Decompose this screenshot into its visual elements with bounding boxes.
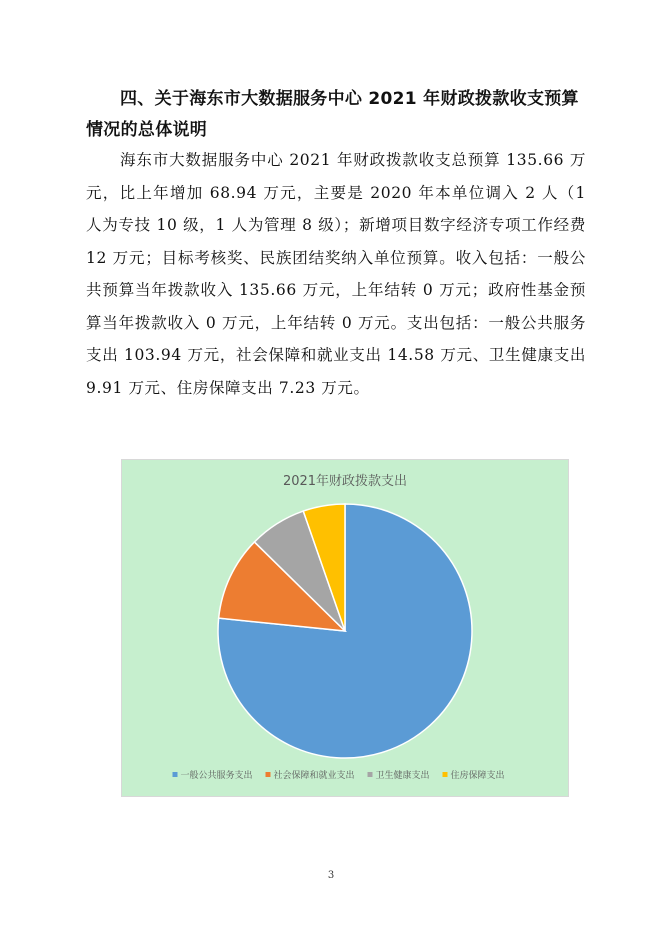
legend-swatch-3 bbox=[368, 772, 373, 777]
legend-label-4: 住房保障支出 bbox=[450, 771, 505, 781]
legend-swatch-4 bbox=[443, 772, 448, 777]
legend-label-2: 社会保障和就业支出 bbox=[273, 771, 355, 781]
pie-chart-svg bbox=[122, 460, 568, 796]
chart-title: 2021年财政拨款支出 bbox=[282, 474, 408, 489]
section-paragraph: 海东市大数据服务中心 2021 年财政拨款收支总预算 135.66 万元，比上年增加 68.94 万元，主要是 2020 年本单位调入 2 人（1 人为专技 10 级，1 人为管理 8 级）；新增项目数字经济专项工作经费 12 万元；目标考核奖、民族团结奖纳入单位预算。收入包括：一般公共预算当年拨款收入 135.66 万元，上年结转 0 万元；政府性基金预算当年拨款收入 0 万元，上年结转 0 万元。支出包括：一般公共服务支出 103.94 万元，社会保障和就业支出 14.58 万元、卫生健康支出 9.91 万元、住房保障支出 7.23 万元。 bbox=[86, 151, 586, 397]
legend-label-1: 一般公共服务支出 bbox=[180, 771, 253, 781]
section-heading: 四、关于海东市大数据服务中心 2021 年财政拨款收支预算情况的总体说明 bbox=[86, 89, 579, 140]
page-number: 3 bbox=[327, 870, 335, 881]
pie-chart bbox=[121, 459, 569, 797]
legend-swatch-2 bbox=[266, 772, 271, 777]
legend-label-3: 卫生健康支出 bbox=[375, 771, 430, 781]
legend-swatch-1 bbox=[173, 772, 178, 777]
